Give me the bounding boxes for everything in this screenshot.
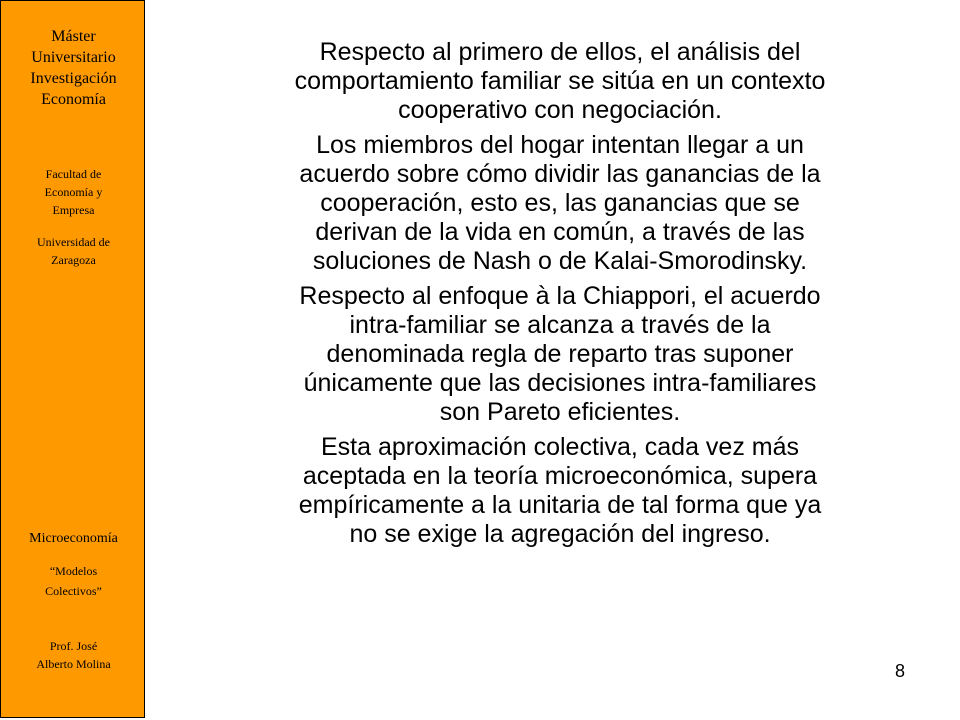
course-name: Microeconomía	[29, 531, 118, 546]
program-title-line: Investigación	[30, 70, 117, 87]
faculty-name	[1, 165, 146, 219]
paragraph-line: denominada regla de reparto tras suponer	[326, 340, 794, 368]
program-title-line: Economía	[41, 91, 106, 108]
topic-line: Colectivos”	[45, 584, 102, 598]
paragraph-line: soluciones de Nash o de Kalai-Smorodinsky.	[312, 247, 808, 275]
faculty-line: Economía y	[44, 185, 103, 199]
professor-line: Alberto Molina	[36, 657, 111, 671]
faculty-line: Facultad de	[45, 167, 102, 181]
paragraph-line: cooperación, esto es, las ganancias que se	[320, 189, 800, 217]
paragraph-line: empíricamente a la unitaria de tal forma que ya	[298, 491, 822, 519]
topic-line: “Modelos	[49, 564, 98, 578]
program-title-line: Máster	[51, 28, 96, 45]
slide-body	[200, 38, 920, 555]
paragraph-line: Los miembros del hogar intentan llegar a un	[316, 131, 804, 159]
topic-name	[1, 561, 146, 601]
university-name	[1, 233, 146, 269]
paragraph	[200, 38, 920, 125]
program-title	[1, 26, 146, 110]
paragraph-line: Esta aproximación colectiva, cada vez más	[321, 433, 799, 461]
paragraph	[200, 131, 920, 276]
paragraph-line: acuerdo sobre cómo dividir las ganancias de la	[299, 160, 821, 188]
professor-name	[1, 637, 146, 673]
page-number: 8	[894, 661, 905, 681]
faculty-line: Empresa	[52, 203, 95, 217]
professor-line: Prof. José	[49, 639, 98, 653]
paragraph-line: cooperativo con negociación.	[398, 96, 722, 124]
paragraph-line: Respecto al primero de ellos, el análisis del	[319, 38, 801, 66]
paragraph-line: únicamente que las decisiones intra-familiares	[303, 369, 817, 397]
paragraph-line: no se exige la agregación del ingreso.	[349, 520, 771, 548]
paragraph-line: intra-familiar se alcanza a través de la	[349, 311, 771, 339]
sidebar	[0, 0, 145, 718]
paragraph-line: son Pareto eficientes.	[439, 398, 681, 426]
university-line: Universidad de	[37, 235, 110, 249]
paragraph-line: Respecto al enfoque à la Chiappori, el acuerdo	[299, 282, 821, 310]
paragraph-line: derivan de la vida en común, a través de las	[315, 218, 805, 246]
paragraph	[200, 282, 920, 427]
university-line: Zaragoza	[51, 253, 96, 267]
paragraph-line: aceptada en la teoría microeconómica, supera	[302, 462, 818, 490]
paragraph-line: comportamiento familiar se sitúa en un contexto	[294, 67, 826, 95]
program-title-line: Universitario	[31, 49, 116, 66]
paragraph	[200, 433, 920, 549]
